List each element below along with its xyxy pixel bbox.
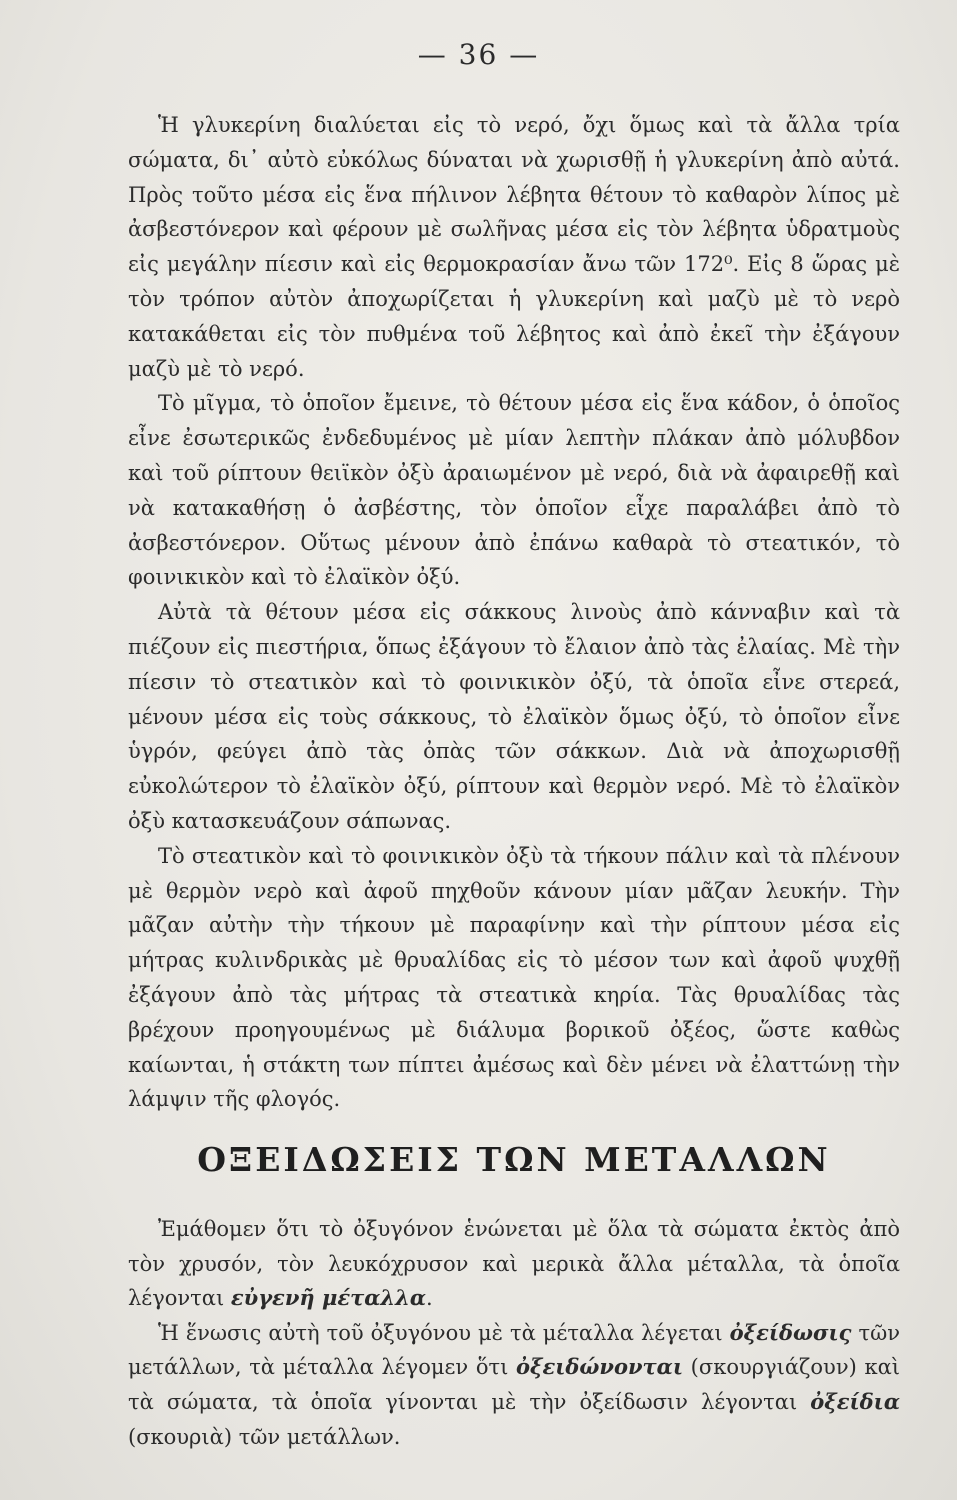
section-text — [128, 1212, 900, 1454]
paragraph-oxidation-b: τῶν μετάλλων, τὰ μέταλλα λέγομεν ὅτι — [128, 1320, 900, 1380]
paragraph-oxygen — [128, 1212, 900, 1316]
term-noble-metals: εὐγενῆ μέταλλα — [230, 1285, 427, 1311]
paragraph-glycerine: Ἡ γλυκερίνη διαλύεται εἰς τὸ νερό, ὄχι ὅμως καὶ τὰ ἄλλα τρία σώματα, δι᾽ αὐτὸ εὐκόλως δύναται νὰ χωρισθῇ ἡ γλυκερίνη ἀπὸ αὐτά. Πρὸς τοῦτο μέσα εἰς ἕνα πήλινον λέβητα θέτουν τὸ καθαρὸν λίπος μὲ ἀσβεστόνερον καὶ φέρουν μὲ σωλῆνας μέσα εἰς τὸν λέβητα ὑδρατμοὺς εἰς μεγάλην πίεσιν καὶ εἰς θερμοκρασίαν ἄνω τῶν 172⁰. Εἰς 8 ὥρας μὲ τὸν τρόπον αὐτὸν ἀποχωρίζεται ἡ γλυκερίνη καὶ μαζὺ μὲ τὸ νερὸ κατακάθεται εἰς τὸν πυθμένα τοῦ λέβητος καὶ ἀπὸ ἐκεῖ τὴν ἐξάγουν μαζὺ μὲ τὸ νερό. — [128, 113, 900, 381]
paragraph-oxygen-end: . — [426, 1286, 433, 1311]
paragraph-oxidation-c: (σκουργιάζουν) καὶ τὰ σώματα, τὰ ὁποῖα γίνονται μὲ τὴν ὀξείδωσιν λέγονται — [128, 1355, 901, 1414]
paragraph-candles: Τὸ στεατικὸν καὶ τὸ φοινικικὸν ὀξὺ τὰ τήκουν πάλιν καὶ τὰ πλένουν μὲ θερμὸν νερὸ καὶ ἀφοῦ πηχθοῦν κάνουν μίαν μᾶζαν λευκήν. Τὴν μᾶζαν αὐτὴν τὴν τήκουν μὲ παραφίνην καὶ τὴν ρίπτουν μέσα εἰς μήτρας κυλινδρικὰς μὲ θρυαλίδας εἰς τὸ μέσον των καὶ ἀφοῦ ψυχθῇ ἐξάγουν ἀπὸ τὰς μήτρας τὰ στεατικὰ κηρία. Τὰς θρυαλίδας τὰς βρέχουν προηγουμένως μὲ διάλυμα βορικοῦ ὀξέος, ὥστε καθὼς καίωνται, ἡ στάκτη των πίπτει ἀμέσως καὶ δὲν μένει νὰ ἐλαττώνῃ τὴν λάμψιν τῆς φλογός. — [128, 843, 900, 1112]
section-heading: ΟΞΕΙΔΩΣΕΙΣ ΤΩΝ ΜΕΤΑΛΛΩΝ — [197, 1140, 831, 1179]
body-text — [128, 108, 900, 1117]
paragraph-oxidation-a: Ἡ ἕνωσις αὐτὴ τοῦ ὀξυγόνου μὲ τὰ μέταλλα λέγεται — [158, 1320, 730, 1345]
paragraph-oxidation — [128, 1316, 900, 1454]
term-oxidize: ὀξειδώνονται — [516, 1354, 683, 1380]
paragraph-oxygen-text: Ἐμάθομεν ὅτι τὸ ὀξυγόνον ἑνώνεται μὲ ὅλα τὰ σώματα ἐκτὸς ἀπὸ τὸν χρυσόν, τὸν λευκόχρυσον καὶ μερικὰ ἄλλα μέταλλα, τὰ ὁποῖα λέγονται — [128, 1217, 900, 1311]
paragraph-oxidation-d: (σκουριὰ) τῶν μετάλλων. — [128, 1424, 401, 1449]
paragraph-mixture: Τὸ μῖγμα, τὸ ὁποῖον ἔμεινε, τὸ θέτουν μέσα εἰς ἕνα κάδον, ὁ ὁποῖος εἶνε ἐσωτερικῶς ἐνδεδυμένος μὲ μίαν λεπτὴν πλάκαν ἀπὸ μόλυβδον καὶ τοῦ ρίπτουν θειϊκὸν ὀξὺ ἀραιωμένον μὲ νερό, διὰ νὰ ἀφαιρεθῇ καὶ νὰ κατακαθήσῃ ὁ ἀσβέστης, τὸν ὁποῖον εἶχε παραλάβει ἀπὸ τὸ ἀσβεστόνερον. Οὕτως μένουν ἀπὸ ἐπάνω καθαρὰ τὸ στεατικόν, τὸ φοινικικὸν καὶ τὸ ἐλαϊκὸν ὀξύ. — [128, 391, 900, 590]
paragraph-pressing: Αὐτὰ τὰ θέτουν μέσα εἰς σάκκους λινοὺς ἀπὸ κάνναβιν καὶ τὰ πιέζουν εἰς πιεστήρια, ὅπως ἐξάγουν τὸ ἔλαιον ἀπὸ τὰς ἐλαίας. Μὲ τὴν πίεσιν τὸ στεατικὸν καὶ τὸ φοινικικὸν ὀξύ, τὰ ὁποῖα εἶνε στερεά, μένουν μέσα εἰς τοὺς σάκκους, τὸ ἐλαϊκὸν ὅμως ὀξύ, τὸ ὁποῖον εἶνε ὑγρόν, φεύγει ἀπὸ τὰς ὀπὰς τῶν σάκκων. Διὰ νὰ ἀποχωρισθῇ εὐκολώτερον τὸ ἐλαϊκὸν ὀξύ, ρίπτουν καὶ θερμὸν νερό. Μὲ τὸ ἐλαϊκὸν ὀξὺ κατασκευάζουν σάπωνας. — [128, 600, 900, 833]
term-oxides: ὀξείδια — [810, 1388, 900, 1414]
term-oxidation: ὀξείδωσις — [729, 1319, 852, 1345]
page-number: — 36 — — [417, 38, 540, 71]
